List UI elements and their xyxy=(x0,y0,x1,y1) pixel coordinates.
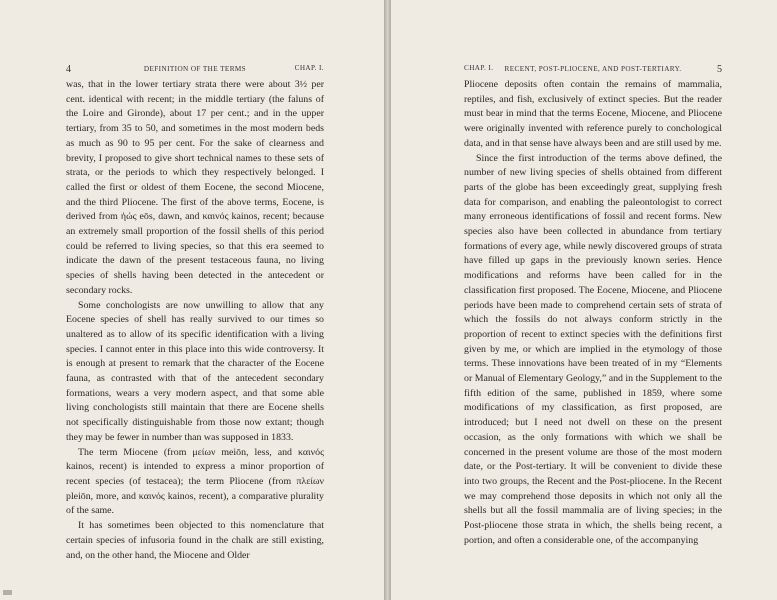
scan-mark xyxy=(3,590,12,595)
paragraph: Some conchologists are now unwilling to allow that any Eocene species of shell has really survived to our times so unaltered as to allow of its specific identification with a living species. I cannot enter in this place into this wide controversy. It is enough at present to remark that the character of the Eocene fauna, as contrasted with that of the antecedent secondary formations, wears a very modern aspect, and that some able living conchologists still maintain that there are Eocene shells not specifically distinguishable from those now extant; though they may be fewer in number than was supposed in 1833. xyxy=(66,299,324,443)
paragraph: Since the first introduction of the terms above defined, the number of new living species of shells obtained from different parts of the globe has been exceedingly great, supplying fresh data for comparison, and enabling the paleontologist to correct many erroneous identifications of fossil and recent forms. New species also have been collected in abundance from tertiary formations of every age, while newly discovered groups of strata have filled up gaps in the previously known series. Hence modifications and reforms have been called for in the classification first proposed. The Eocene, Miocene, and Pliocene periods have been made to comprehend certain sets of strata of which the fossils do not always conform strictly in the proportion of recent to extinct species with the definitions first given by me, or which are implied in the etymology of those terms. These innovations have been treated of in my “Elements or Manual of Elementary Geology,” and in the Supplement to the fifth edition of the same, published in 1859, where some modifications of my classification, as first proposed, are introduced; but I need not dwell on these on the present occasion, as the only formations with which we shall be concerned in the present volume are those of the most modern date, or the Post-tertiary. It will be convenient to divide these into two groups, the Recent and the Post-pliocene. In the Recent we may comprehend those deposits in which not only all the shells but all the fossil mammalia are of living species; in the Post-pliocene those strata in which, the shells being recent, a portion, and often a considerable one, of the accompanying xyxy=(464,152,722,546)
paragraph: Pliocene deposits often contain the remains of mammalia, reptiles, and fish, exclusively of extinct species. But the reader must bear in mind that the terms Eocene, Miocene, and Pliocene were originally invented with reference purely to conchological data, and in that sense have always been and are still used by me. xyxy=(464,79,722,149)
left-running-title: DEFINITION OF THE TERMS xyxy=(143,65,247,73)
paragraph: The term Miocene (from μείων meiōn, less, and καινός kainos, recent) is intended to express a minor proportion of recent species (of testacea); the term Pliocene (from πλείων pleiōn, more, and καινός kainos, recent), a comparative plurality of the same. xyxy=(66,446,324,517)
paragraph: was, that in the lower tertiary strata there were about 3½ per cent. identical with recent; in the middle tertiary (the faluns of the Loire and Gironde), about 17 per cent.; and in the upper tertiary, from 35 to 50, and sometimes in the most modern beds as much as 90 to 95 per cent. For the sake of clearness and brevity, I proposed to give short technical names to these sets of strata, or the periods to which they respectively belonged. I called the first or oldest of them Eocene, the second Miocene, and the third Pliocene. The first of the above terms, Eocene, is derived from ἠώς eōs, dawn, and καινός kainos, recent; because an extremely small proportion of the fossil shells of this period could be referred to living species, so that this era seemed to indicate the dawn of the present testaceous fauna, no living species of shells having been detected in the antecedent or secondary rocks. xyxy=(66,79,324,296)
left-page xyxy=(0,0,385,600)
left-chapter-label: CHAP. I. xyxy=(294,64,324,72)
right-page-body xyxy=(464,78,722,549)
right-page xyxy=(390,0,777,600)
left-page-number: 4 xyxy=(66,64,71,75)
right-page-number: 5 xyxy=(717,64,722,75)
right-running-title: RECENT, POST-PLIOCENE, AND POST-TERTIARY. xyxy=(504,65,682,73)
right-chapter-label: CHAP. I. xyxy=(464,64,494,72)
paragraph: It has sometimes been objected to this nomenclature that certain species of infusoria found in the chalk are still existing, and, on the other hand, the Miocene and Older xyxy=(66,520,324,561)
left-page-body xyxy=(66,78,324,563)
